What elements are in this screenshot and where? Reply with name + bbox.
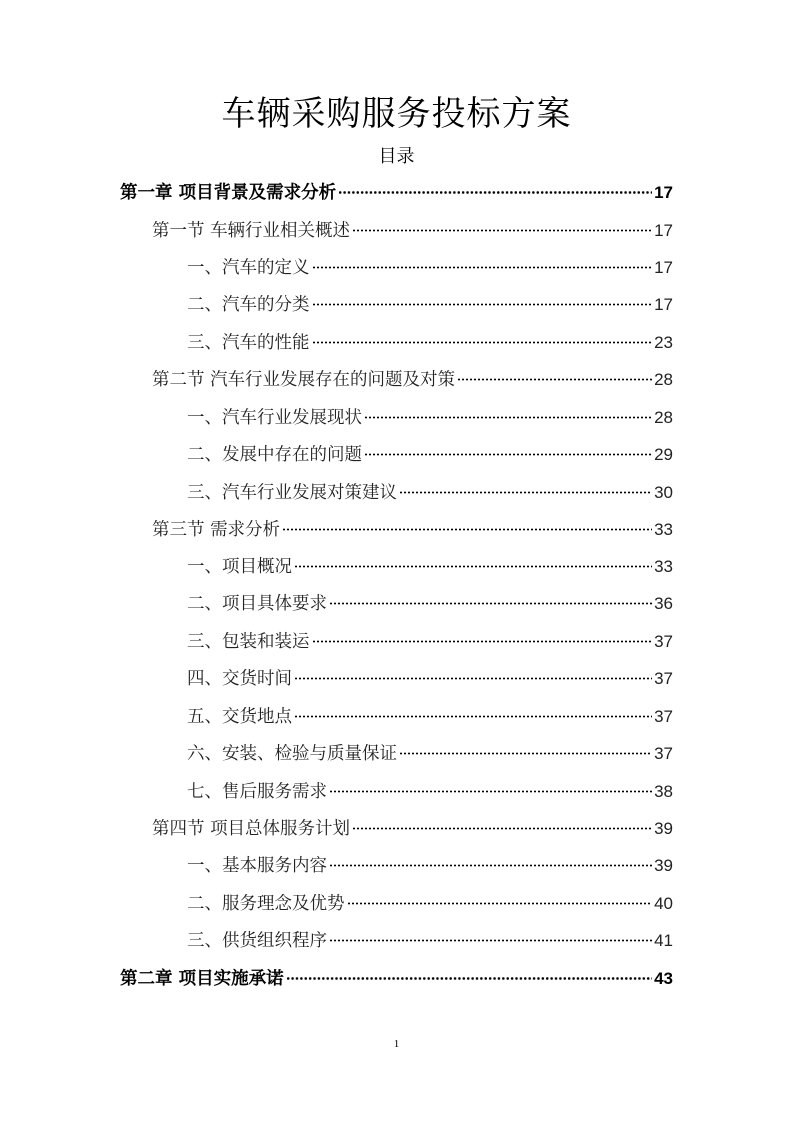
toc-entry-page: 37	[654, 669, 673, 688]
toc-entry-subsection[interactable]	[187, 629, 673, 655]
toc-entry-subsection[interactable]	[187, 779, 673, 805]
toc-entry-label: 一、汽车行业发展现状	[187, 408, 362, 428]
toc-entry-section[interactable]	[152, 816, 673, 842]
dot-leader	[352, 229, 652, 232]
toc-entry-label: 一、项目概况	[187, 557, 292, 577]
toc-entry-page: 29	[654, 445, 673, 464]
dot-leader	[399, 491, 652, 494]
toc-entry-page: 17	[654, 183, 673, 202]
toc-entry-label: 第四节 项目总体服务计划	[152, 819, 351, 839]
dot-leader	[399, 752, 652, 755]
toc-entry-subsection[interactable]	[187, 891, 673, 917]
toc-entry-label: 四、交货时间	[187, 669, 292, 689]
toc-entry-label: 二、项目具体要求	[187, 594, 327, 614]
toc-entry-subsection[interactable]	[187, 330, 673, 356]
toc-entry-label: 三、汽车的性能	[187, 333, 310, 353]
toc-entry-subsection[interactable]	[187, 554, 673, 580]
toc-entry-subsection[interactable]	[187, 853, 673, 879]
toc-entry-section[interactable]	[152, 367, 673, 393]
toc-heading: 目录	[378, 146, 415, 167]
toc-entry-chapter[interactable]	[120, 966, 673, 992]
toc-entry-label: 六、安装、检验与质量保证	[187, 744, 397, 764]
toc-entry-page: 17	[654, 221, 673, 240]
toc-entry-page: 17	[654, 295, 673, 314]
dot-leader	[457, 378, 652, 381]
toc-entry-subsection[interactable]	[187, 704, 673, 730]
toc-entry-section[interactable]	[152, 218, 673, 244]
toc-entry-label: 三、供货组织程序	[187, 931, 327, 951]
toc-entry-label: 五、交货地点	[187, 707, 292, 727]
dot-leader	[347, 902, 653, 905]
toc-entry-label: 第三节 需求分析	[152, 520, 281, 540]
toc-entry-page: 43	[654, 969, 673, 988]
dot-leader	[329, 864, 652, 867]
toc-entry-page: 39	[654, 819, 673, 838]
toc-entry-page: 36	[654, 594, 673, 613]
toc-entry-page: 23	[654, 333, 673, 352]
dot-leader	[282, 528, 652, 531]
toc-entry-page: 39	[654, 856, 673, 875]
toc-entry-label: 二、汽车的分类	[187, 295, 310, 315]
toc-entry-label: 一、汽车的定义	[187, 258, 310, 278]
toc-entry-label: 三、包装和装运	[187, 632, 310, 652]
toc-entry-label: 三、汽车行业发展对策建议	[187, 483, 397, 503]
dot-leader	[312, 341, 653, 344]
document-title: 车辆采购服务投标方案	[221, 94, 572, 134]
dot-leader	[312, 303, 653, 306]
toc-entry-page: 38	[654, 782, 673, 801]
toc-entry-label: 第二章 项目实施承诺	[120, 969, 284, 989]
toc-entry-label: 第一章 项目背景及需求分析	[120, 183, 337, 203]
dot-leader	[329, 790, 652, 793]
dot-leader	[312, 266, 653, 269]
dot-leader	[294, 677, 652, 680]
toc-entry-label: 二、服务理念及优势	[187, 894, 345, 914]
toc-entry-label: 一、基本服务内容	[187, 856, 327, 876]
toc-entry-subsection[interactable]	[187, 666, 673, 692]
toc-entry-label: 二、发展中存在的问题	[187, 445, 362, 465]
toc-entry-section[interactable]	[152, 517, 673, 543]
toc-entry-subsection[interactable]	[187, 591, 673, 617]
toc-entry-subsection[interactable]	[187, 741, 673, 767]
dot-leader	[329, 602, 652, 605]
dot-leader	[364, 453, 652, 456]
dot-leader	[312, 640, 653, 643]
page-number: 1	[393, 1038, 400, 1050]
toc-entry-page: 30	[654, 483, 673, 502]
toc-entry-subsection[interactable]	[187, 292, 673, 318]
toc-entry-page: 40	[654, 894, 673, 913]
toc-entry-subsection[interactable]	[187, 480, 673, 506]
dot-leader	[352, 827, 652, 830]
toc-entry-page: 37	[654, 632, 673, 651]
toc-entry-page: 37	[654, 707, 673, 726]
dot-leader	[329, 939, 652, 942]
toc-entry-label: 七、售后服务需求	[187, 782, 327, 802]
toc-entry-subsection[interactable]	[187, 442, 673, 468]
toc-entry-page: 41	[654, 931, 673, 950]
toc-entry-label: 第二节 汽车行业发展存在的问题及对策	[152, 370, 456, 390]
toc-entry-subsection[interactable]	[187, 928, 673, 954]
dot-leader	[364, 416, 652, 419]
toc-entry-subsection[interactable]	[187, 255, 673, 281]
toc-entry-page: 37	[654, 744, 673, 763]
toc-entry-label: 第一节 车辆行业相关概述	[152, 221, 351, 241]
toc-entry-subsection[interactable]	[187, 405, 673, 431]
toc-entry-page: 17	[654, 258, 673, 277]
dot-leader	[294, 565, 652, 568]
dot-leader	[338, 191, 652, 194]
toc-entry-page: 33	[654, 520, 673, 539]
toc-entry-page: 28	[654, 370, 673, 389]
toc-entry-chapter[interactable]	[120, 180, 673, 206]
dot-leader	[286, 977, 652, 980]
toc-entry-page: 28	[654, 408, 673, 427]
dot-leader	[294, 715, 652, 718]
toc-entry-page: 33	[654, 557, 673, 576]
